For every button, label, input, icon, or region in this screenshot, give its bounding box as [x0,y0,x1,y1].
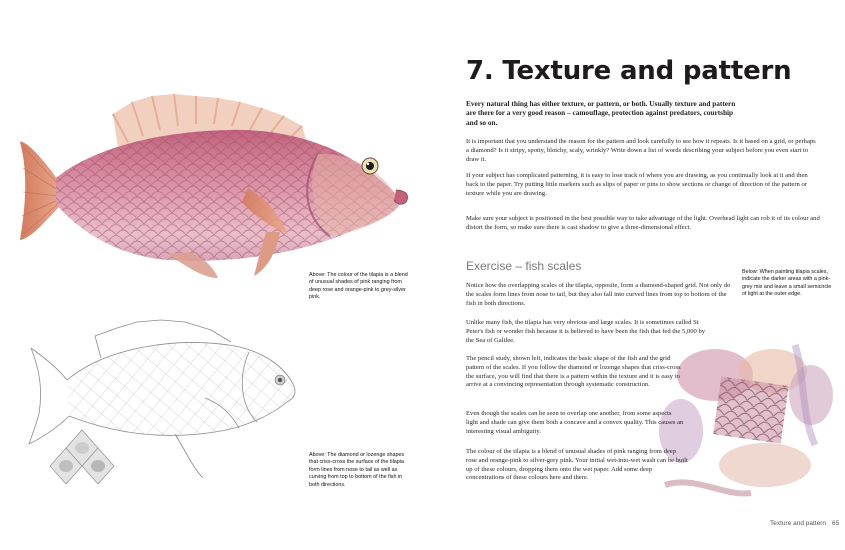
exercise-paragraph-1: Notice how the overlapping scales of the tilapia, opposite, form a diamond-shaped grid. Not only do the scales form lines from nose to tail, but they also fall into curved lines from top to bottom of the fish in both directions. [466,282,731,307]
tilapia-pencil-study [25,318,300,498]
body-paragraph-1: It is important that you understand the reason for the pattern and look carefully to see how it repeats. Is it based on a grid, or perhaps a diamond? Is it stripy, spotty, blotchy, scaly, wrinkly? Write down a list of words describing your subject before you even start to draw it. [466,138,816,163]
body-paragraph-3: Make sure your subject is positioned in the best possible way to take advantage of the light. Overhead light can rob it of its colour and distort the form, so make sure there is cast shadow to give a three-dimensional effect. [466,215,820,231]
exercise-paragraph-4: Even though the scales can be seen to overlap one another, from some aspects light and shade can give them both a concave and a convex quality. This causes an interesting visual ambiguity. [466,410,684,435]
exercise-paragraph-5: The colour of the tilapia is a blend of unusual shades of pink ranging from deep rose and orange-pink to silver-grey pink. Your initial wet-into-wet wash can be built up of these colours, dropping them onto the wet paper. Add some deep concentrations of these colours here and there. [466,448,688,482]
page-title: 7. Texture and pattern [466,56,792,86]
exercise-paragraph-3: The pencil study, shown left, indicates the basic shape of the fish and the grid pattern of the scales. If you follow the diamond or lozenge shapes that criss-cross the surface, you will find that there is a pattern within the texture and it is easy to arrive at a convincing representation through systematic construction. [466,355,681,389]
caption-sketch: Above: The diamond or lozenge shapes that criss-cross the surface of the tilapia form lines from nose to tail as well as curving from top to bottom of the fish in both directions. [309,452,405,488]
page-number: 65 [832,520,840,527]
intro-paragraph: Every natural thing has either texture, or pattern, or both. Usually texture and pattern are there for a very good reason – camouflage, protection against predators, courtship and so on. [466,99,736,127]
caption-painting: Above: The colour of the tilapia is a blend of unusual shades of pink ranging from deep rose and orange-pink to grey-silver pink. [309,272,408,301]
exercise-paragraph-2: Unlike many fish, the tilapia has very obvious and large scales. It is sometimes called St Peter's fish or wonder fish because it is believed to have been the fish that fed the 5,000 by the Sea of Galilee. [466,319,706,344]
body-paragraph-2: If your subject has complicated patterning, it is easy to lose track of where you are drawing, as you continually look at it and then back to the paper. Try putting little markers such as slips of paper or pins to show sections or change of direction of the pattern or texture while you are drawing. [466,172,808,197]
exercise-heading: Exercise – fish scales [466,259,582,273]
tilapia-painting [18,92,418,282]
caption-swatch: Below: When painting tilapia scales, indicate the darker areas with a pink-grey mix and leave a small semicircle of light at the outer edge. [742,269,832,298]
running-footer: Texture and pattern [770,520,827,527]
